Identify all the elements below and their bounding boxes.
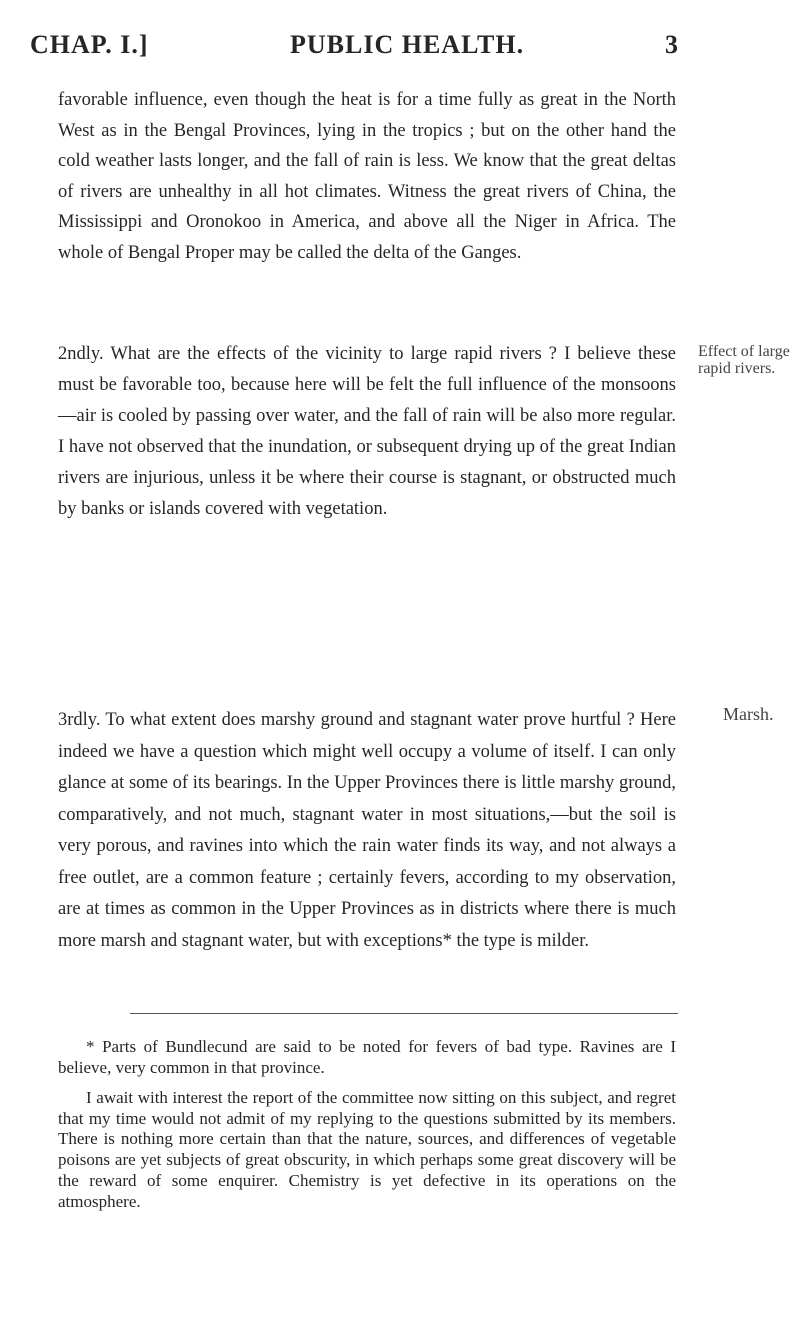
paragraph-1 xyxy=(58,85,676,268)
paragraph-2-text: 2ndly. What are the effects of the vicinity to large rapid rivers ? I believe these must be favorable too, because here will be felt the full influence of the monsoons—air is cooled by passing over water, and the fall of rain will be also more regular. I have not observed that the inundation, or subsequent drying up of the great Indian rivers are injurious, unless it be where their course is stagnant, or obstructed much by banks or islands covered with vegetation. xyxy=(58,344,676,519)
marginal-note-rivers: Effect of large rapid rivers. xyxy=(698,343,790,377)
closing-note-text: I await with interest the report of the committee now sitting on this subject, and regret that my time would not admit of my replying to the questions submitted by its members. There is nothing more certain than that the nature, sources, and differences of vegetable poisons are yet subjects of great obscurity, in which perhaps some great discovery will be the reward of some enquirer. Chemistry is yet defective in its operations on the atmosphere. xyxy=(58,1088,676,1211)
footnote xyxy=(58,1036,676,1078)
chapter-label: CHAP. I.] xyxy=(30,30,149,59)
closing-note xyxy=(58,1088,676,1212)
footnote-text: * Parts of Bundlecund are said to be noted for fevers of bad type. Ravines are I believe, very common in that province. xyxy=(58,1037,676,1077)
page-header xyxy=(30,30,678,62)
page-number: 3 xyxy=(665,30,678,59)
paragraph-3-text: 3rdly. To what extent does marshy ground and stagnant water prove hurtful ? Here indeed we have a question which might well occupy a volume of itself. I can only glance at some of its bearings. In the Upper Provinces there is little marshy ground, comparatively, and not much, stagnant water in most situations,—but the soil is very porous, and ravines into which the rain water finds its way, and not always a free outlet, are a common feature ; certainly fevers, according to my observation, are at times as common in the Upper Provinces as in districts where there is much more marsh and stagnant water, but with exceptions* the type is milder. xyxy=(58,710,676,951)
paragraph-1-text: favorable influence, even though the heat is for a time fully as great in the North West as in the Bengal Provinces, lying in the tropics ; but on the other hand the cold weather lasts longer, and the fall of rain is less. We know that the great deltas of rivers are unhealthy in all hot climates. Witness the great rivers of China, the Mississippi and Oronokoo in America, and above all the Niger in Africa. The whole of Bengal Proper may be called the delta of the Ganges. xyxy=(58,90,676,263)
paragraph-2 xyxy=(58,339,676,525)
paragraph-3 xyxy=(58,705,676,957)
footnote-divider xyxy=(130,1013,678,1014)
running-title: PUBLIC HEALTH. xyxy=(290,30,525,59)
marginal-note-marsh: Marsh. xyxy=(723,704,774,724)
